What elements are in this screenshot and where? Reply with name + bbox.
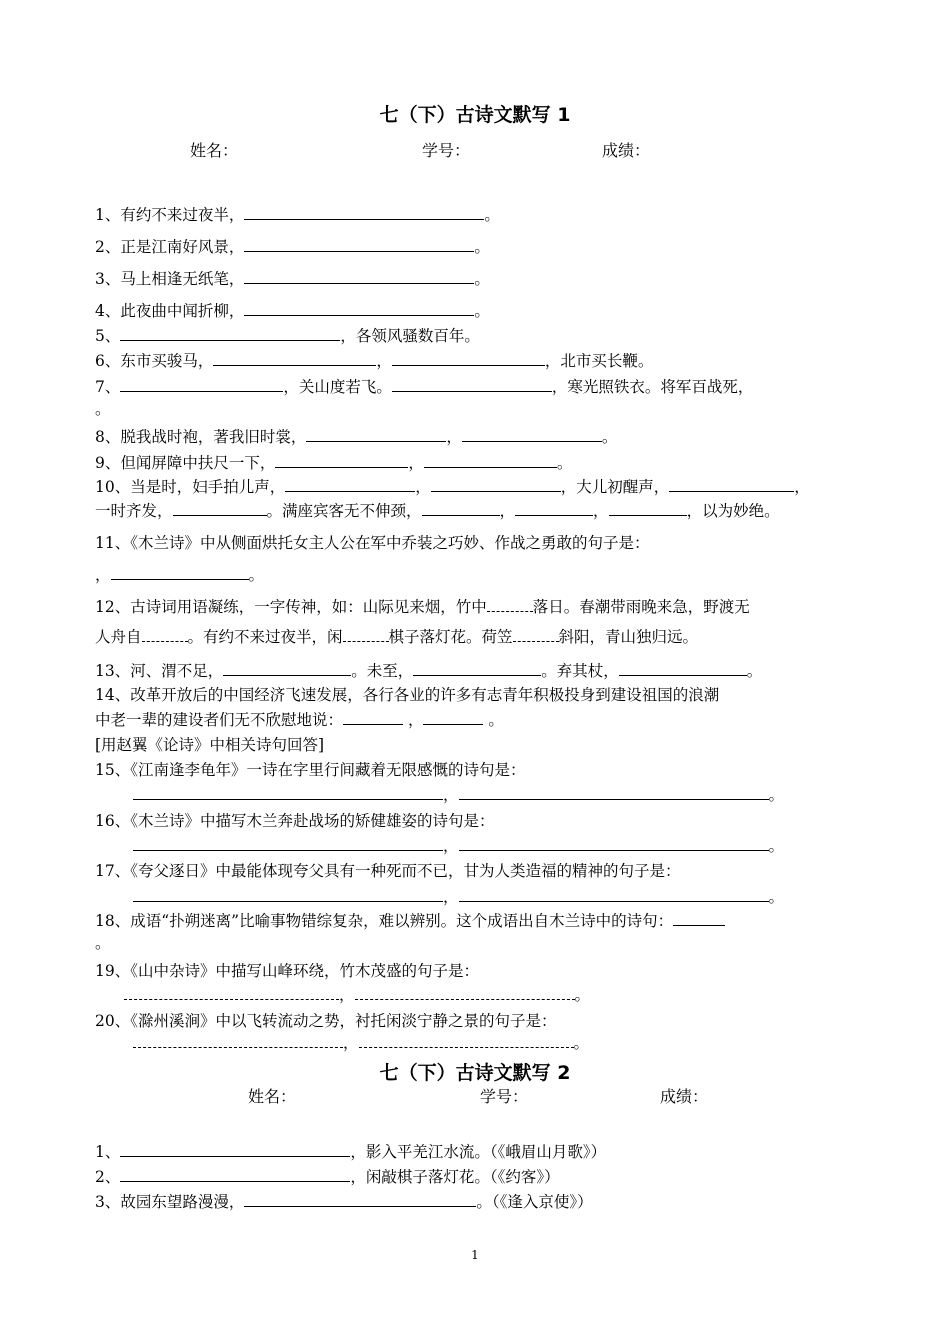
sheet2-question-1: 1、 ，影入平羌江水流。（《峨眉山月歌》） bbox=[95, 1143, 607, 1161]
answer-blank[interactable] bbox=[223, 660, 351, 676]
question-7-end: 。 bbox=[95, 400, 111, 418]
answer-blank[interactable] bbox=[343, 627, 389, 642]
answer-blank[interactable] bbox=[124, 985, 339, 1000]
question-10-cont: 一时齐发， 。满座宾客无不伸颈， ， ， ，以为妙绝。 bbox=[95, 502, 780, 520]
question-1: 1、有约不来过夜半， 。 bbox=[95, 206, 500, 224]
answer-blank[interactable] bbox=[423, 709, 483, 725]
sheet2-name-label: 姓名： bbox=[248, 1087, 297, 1106]
question-15: 15、《江南逢李龟年》一诗在字里行间藏着无限感慨的诗句是： bbox=[95, 761, 526, 779]
question-14: 14、改革开放后的中国经济飞速发展，各行各业的许多有志青年积极投身到建设祖国的浪潮 bbox=[95, 686, 720, 704]
sheet1-name-label: 姓名： bbox=[190, 141, 239, 160]
question-17: 17、《夸父逐日》中最能体现夸父具有一种死而不已，甘为人类造福的精神的句子是： bbox=[95, 862, 681, 880]
sheet1-id-label: 学号： bbox=[422, 141, 471, 160]
question-20-answer: ， 。 bbox=[133, 1032, 589, 1054]
question-11: 11、《木兰诗》中从侧面烘托女主人公在军中乔装之巧妙、作战之勇敢的句子是： bbox=[95, 534, 650, 552]
question-11-answer: ， 。 bbox=[95, 566, 265, 584]
answer-blank[interactable] bbox=[120, 1166, 350, 1182]
answer-blank[interactable] bbox=[424, 452, 557, 468]
sheet2-score-label: 成绩： bbox=[660, 1087, 709, 1106]
answer-blank[interactable] bbox=[133, 1033, 343, 1048]
sheet1-score-label: 成绩： bbox=[602, 141, 651, 160]
question-2: 2、正是江南好风景， 。 bbox=[95, 238, 490, 256]
answer-blank[interactable] bbox=[459, 886, 769, 902]
answer-blank[interactable] bbox=[244, 204, 484, 220]
answer-blank[interactable] bbox=[459, 835, 769, 851]
question-19-answer: ， 。 bbox=[124, 984, 590, 1006]
answer-blank[interactable] bbox=[244, 1191, 476, 1207]
sheet2-question-3: 3、故园东望路漫漫， 。（《逢入京使》） bbox=[95, 1193, 593, 1211]
answer-blank[interactable] bbox=[355, 985, 575, 1000]
question-14-cont: 中老一辈的建设者们无不欣慰地说： ， 。 bbox=[95, 711, 504, 729]
question-20: 20、《滁州溪涧》中以飞转流动之势，衬托闲淡宁静之景的句子是： bbox=[95, 1012, 557, 1030]
question-8: 8、脱我战时袍，著我旧时裳， ， 。 bbox=[95, 428, 618, 446]
answer-blank[interactable] bbox=[244, 236, 474, 252]
question-4: 4、此夜曲中闻折柳， 。 bbox=[95, 302, 490, 320]
answer-blank[interactable] bbox=[173, 500, 267, 516]
answer-blank[interactable] bbox=[120, 1141, 350, 1157]
question-17-answer: ， 。 bbox=[133, 886, 784, 908]
question-6: 6、东市买骏马， ， ，北市买长鞭。 bbox=[95, 352, 654, 370]
answer-blank[interactable] bbox=[213, 350, 376, 366]
answer-blank[interactable] bbox=[515, 500, 593, 516]
answer-blank[interactable] bbox=[669, 476, 794, 492]
question-9: 9、但闻屏障中扶尺一下， ， 。 bbox=[95, 454, 573, 472]
answer-blank[interactable] bbox=[244, 268, 474, 284]
question-7: 7、 ，关山度若飞。 ，寒光照铁衣。将军百战死， bbox=[95, 378, 754, 396]
question-10: 10、当是时，妇手拍儿声， ， ，大儿初醒声， ， bbox=[95, 478, 810, 496]
answer-blank[interactable] bbox=[487, 597, 533, 612]
answer-blank[interactable] bbox=[133, 784, 443, 800]
answer-blank[interactable] bbox=[359, 1033, 574, 1048]
sheet2-question-2: 2、 ，闲敲棋子落灯花。（《约客》） bbox=[95, 1168, 560, 1186]
answer-blank[interactable] bbox=[392, 350, 545, 366]
answer-blank[interactable] bbox=[133, 835, 443, 851]
answer-blank[interactable] bbox=[133, 886, 443, 902]
answer-blank[interactable] bbox=[609, 500, 687, 516]
answer-blank[interactable] bbox=[120, 376, 283, 392]
answer-blank[interactable] bbox=[306, 426, 446, 442]
question-14-note: [用赵翼《论诗》中相关诗句回答] bbox=[95, 736, 325, 754]
answer-blank[interactable] bbox=[343, 709, 403, 725]
question-12: 12、古诗词用语凝练，一字传神，如：山际见来烟，竹中 落日。春潮带雨晚来急，野渡无 bbox=[95, 598, 750, 616]
answer-blank[interactable] bbox=[275, 452, 408, 468]
sheet1-title: 七（下）古诗文默写 1 bbox=[379, 104, 571, 126]
question-16-answer: ， 。 bbox=[133, 835, 784, 857]
question-3: 3、马上相逢无纸笔， 。 bbox=[95, 270, 490, 288]
sheet2-title: 七（下）古诗文默写 2 bbox=[379, 1062, 571, 1084]
question-18-end: 。 bbox=[95, 934, 111, 952]
question-19: 19、《山中杂诗》中描写山峰环绕，竹木茂盛的句子是： bbox=[95, 962, 479, 980]
answer-blank[interactable] bbox=[422, 500, 500, 516]
answer-blank[interactable] bbox=[619, 660, 747, 676]
question-15-answer: ， 。 bbox=[133, 784, 784, 806]
question-12-cont: 人舟自 。有约不来过夜半，闲 棋子落灯花。荷笠 斜阳，青山独归远。 bbox=[95, 628, 699, 646]
answer-blank[interactable] bbox=[513, 627, 559, 642]
question-16: 16、《木兰诗》中描写木兰奔赴战场的矫健雄姿的诗句是： bbox=[95, 812, 495, 830]
answer-blank[interactable] bbox=[392, 376, 552, 392]
question-13: 13、河、渭不足， 。未至， 。弃其杖， 。 bbox=[95, 662, 763, 680]
page-number: 1 bbox=[471, 1248, 479, 1262]
sheet2-id-label: 学号： bbox=[480, 1087, 529, 1106]
answer-blank[interactable] bbox=[111, 564, 249, 580]
question-5: 5、 ，各领风骚数百年。 bbox=[95, 327, 480, 345]
answer-blank[interactable] bbox=[142, 627, 188, 642]
answer-blank[interactable] bbox=[285, 476, 415, 492]
question-18: 18、成语“扑朔迷离”比喻事物错综复杂，难以辨别。这个成语出自木兰诗中的诗句： bbox=[95, 910, 725, 932]
answer-blank[interactable] bbox=[431, 476, 561, 492]
answer-blank[interactable] bbox=[459, 784, 769, 800]
answer-blank[interactable] bbox=[120, 325, 340, 341]
answer-blank[interactable] bbox=[244, 300, 474, 316]
answer-blank[interactable] bbox=[673, 910, 725, 926]
answer-blank[interactable] bbox=[462, 426, 602, 442]
answer-blank[interactable] bbox=[413, 660, 541, 676]
